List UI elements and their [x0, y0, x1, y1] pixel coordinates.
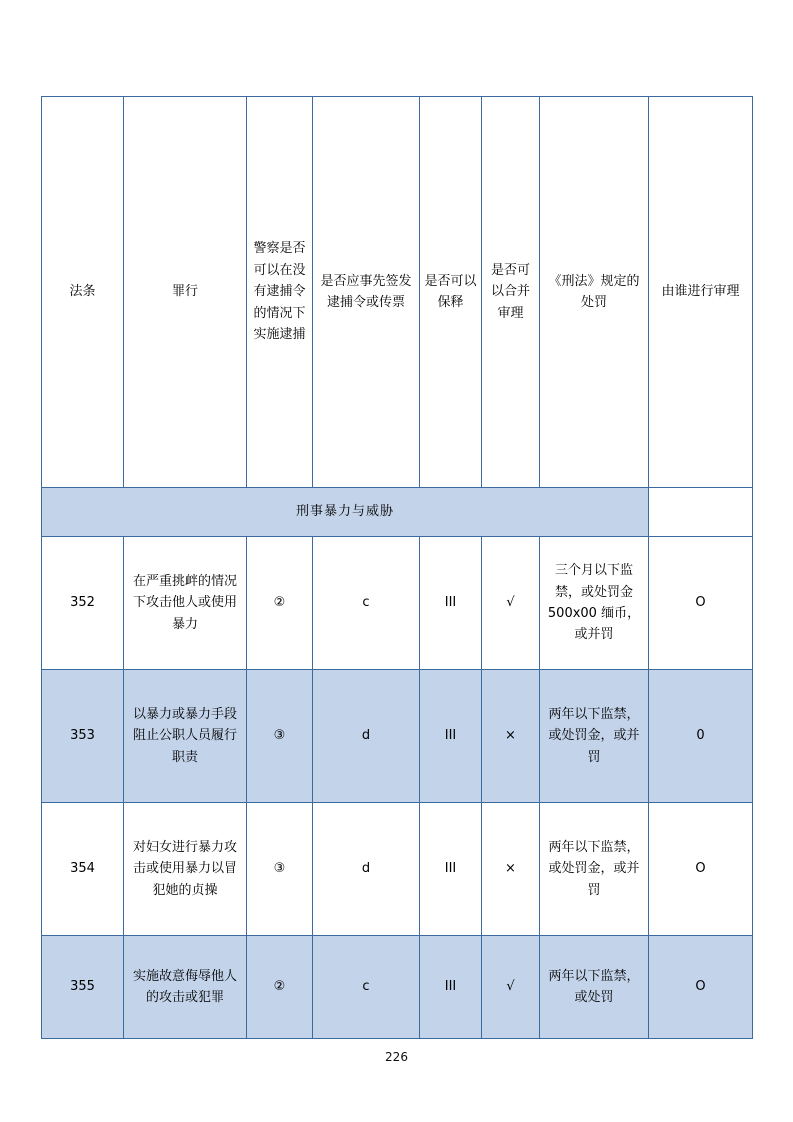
- section-title: 刑事暴力与威胁: [42, 488, 649, 537]
- cell-bailable: III: [420, 936, 482, 1039]
- cell-bailable: III: [420, 803, 482, 936]
- column-header-warrant-or-summons: 是否应事先签发逮捕令或传票: [313, 97, 420, 488]
- cell-compoundable: √: [482, 936, 540, 1039]
- cell-arrest-without-warrant: ②: [247, 537, 313, 670]
- legal-table-container: [41, 96, 752, 1039]
- cell-triable-by: O: [649, 936, 753, 1039]
- cell-offence: 在严重挑衅的情况下攻击他人或使用暴力: [124, 537, 247, 670]
- column-header-compoundable: 是否可以合并审理: [482, 97, 540, 488]
- cell-punishment: 三个月以下监禁，或处罚金 500x00 缅币，或并罚: [540, 537, 649, 670]
- column-header-triable-by: 由谁进行审理: [649, 97, 753, 488]
- column-header-bailable: 是否可以保释: [420, 97, 482, 488]
- cell-offence: 以暴力或暴力手段阻止公职人员履行职责: [124, 670, 247, 803]
- cell-warrant-or-summons: c: [313, 537, 420, 670]
- cell-warrant-or-summons: d: [313, 670, 420, 803]
- cell-compoundable: ×: [482, 803, 540, 936]
- cell-article: 353: [42, 670, 124, 803]
- cell-triable-by: O: [649, 537, 753, 670]
- cell-triable-by: 0: [649, 670, 753, 803]
- cell-compoundable: ×: [482, 670, 540, 803]
- cell-compoundable: √: [482, 537, 540, 670]
- column-header-offence: 罪行: [124, 97, 247, 488]
- section-empty-cell: [649, 488, 753, 537]
- table-row: [42, 670, 753, 803]
- column-header-arrest-without-warrant: 警察是否可以在没有逮捕令的情况下实施逮捕: [247, 97, 313, 488]
- cell-triable-by: O: [649, 803, 753, 936]
- cell-arrest-without-warrant: ③: [247, 803, 313, 936]
- column-header-article: 法条: [42, 97, 124, 488]
- cell-warrant-or-summons: d: [313, 803, 420, 936]
- table-row: [42, 537, 753, 670]
- cell-punishment: 两年以下监禁，或处罚金，或并罚: [540, 803, 649, 936]
- table-header-row: [42, 97, 753, 488]
- section-band-row: [42, 488, 753, 537]
- cell-bailable: III: [420, 670, 482, 803]
- table-row: [42, 803, 753, 936]
- cell-punishment: 两年以下监禁，或处罚金，或并罚: [540, 670, 649, 803]
- cell-arrest-without-warrant: ②: [247, 936, 313, 1039]
- cell-article: 355: [42, 936, 124, 1039]
- cell-offence: 对妇女进行暴力攻击或使用暴力以冒犯她的贞操: [124, 803, 247, 936]
- cell-punishment: 两年以下监禁，或处罚: [540, 936, 649, 1039]
- legal-table: [41, 96, 753, 1039]
- cell-article: 352: [42, 537, 124, 670]
- cell-offence: 实施故意侮辱他人的攻击或犯罪: [124, 936, 247, 1039]
- table-row: [42, 936, 753, 1039]
- cell-bailable: III: [420, 537, 482, 670]
- cell-warrant-or-summons: c: [313, 936, 420, 1039]
- page-number: 226: [385, 1050, 408, 1064]
- cell-arrest-without-warrant: ③: [247, 670, 313, 803]
- column-header-punishment: 《刑法》规定的处罚: [540, 97, 649, 488]
- cell-article: 354: [42, 803, 124, 936]
